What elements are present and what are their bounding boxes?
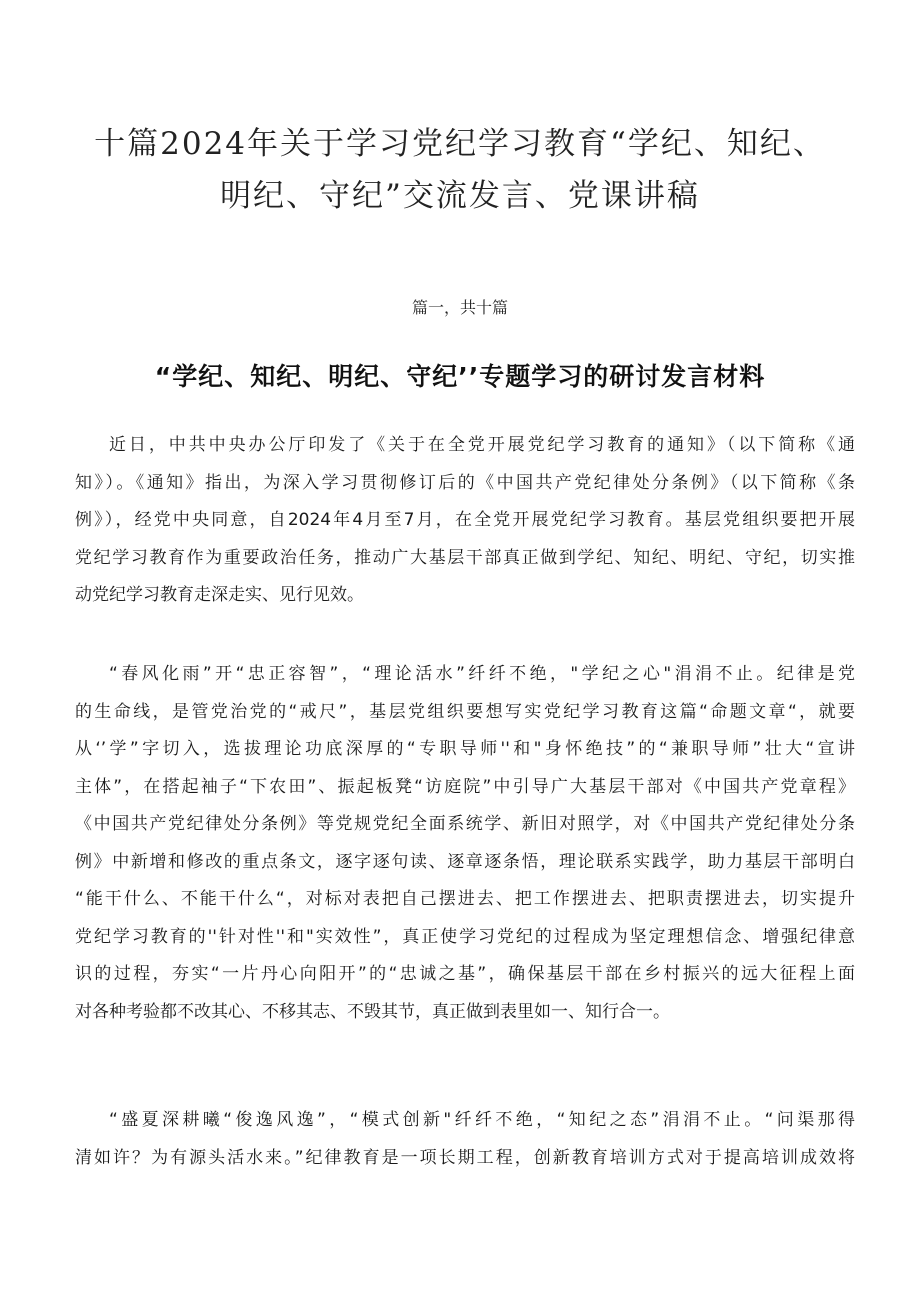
paragraph-line: 知》）。《通知》指出，为深入学习贯彻修订后的《中国共产党纪律处分条例》（以下简称《条 bbox=[75, 472, 855, 493]
paragraph-2 bbox=[75, 656, 855, 1031]
paragraph-line: 清如许？为有源头活水来。”纪律教育是一项长期工程，创新教育培训方式对于提高培训成效将 bbox=[75, 1147, 855, 1168]
paragraph-line: “盛夏深耕曦“俊逸风逸”，“模式创新"纤纤不绝，“知纪之态”涓涓不止。“问渠那得 bbox=[109, 1110, 855, 1130]
paragraph-line: 从‘’学”字切入，选拔理论功底深厚的“专职导师''和"身怀绝技”的“兼职导师”壮大“宣讲 bbox=[75, 739, 855, 759]
paragraph-line: “春风化雨”开“忠正容智”，“理论活水”纤纤不绝，"学纪之心"涓涓不止。纪律是党 bbox=[109, 664, 855, 684]
paragraph-line: 例》），经党中央同意，自2024年4月至7月，在全党开展党纪学习教育。基层党组织要把开展 bbox=[75, 510, 855, 530]
paragraph-1 bbox=[75, 427, 855, 615]
paragraph-line: “能干什么、不能干什么“，对标对表把自己摆进去、把工作摆进去、把职责摆进去，切实提升 bbox=[75, 889, 855, 909]
paragraph-line: 例》中新增和修改的重点条文，逐字逐句读、逐章逐条悟，理论联系实践学，助力基层干部明白 bbox=[75, 851, 855, 872]
paragraph-3 bbox=[75, 1102, 855, 1177]
document-title bbox=[60, 118, 860, 222]
section-label: 篇一，共十篇 bbox=[411, 298, 508, 317]
paragraph-line: 主体”，在搭起袖子“下农田”、振起板凳“访庭院”中引导广大基层干部对《中国共产党章程》 bbox=[75, 776, 855, 797]
paragraph-line: 《中国共产党纪律处分条例》等党规党纪全面系统学、新旧对照学，对《中国共产党纪律处分条 bbox=[75, 814, 855, 834]
paragraph-line: 对各种考验都不改其心、不移其志、不毁其节，真正做到表里如一、知行合一。 bbox=[75, 1001, 670, 1022]
paragraph-line: 识的过程，夯实“一片丹心向阳开”的“忠诚之基”，确保基层干部在乡村振兴的远大征程上面 bbox=[75, 964, 855, 984]
paragraph-line: 党纪学习教育的''针对性''和"实效性”，真正使学习党纪的过程成为坚定理想信念、增强纪律意 bbox=[75, 926, 855, 947]
paragraph-line: 近日，中共中央办公厅印发了《关于在全党开展党纪学习教育的通知》（以下简称《通 bbox=[109, 435, 855, 455]
title-line-1: 十篇2024年关于学习党纪学习教育“学纪、知纪、 bbox=[94, 126, 826, 162]
paragraph-line: 的生命线，是管党治党的“戒尺”，基层党组织要想写实党纪学习教育这篇“命题文章“，就要 bbox=[75, 701, 855, 722]
section-heading: “学纪、知纪、明纪、守纪’’专题学习的研讨发言材料 bbox=[154, 362, 766, 391]
paragraph-line: 党纪学习教育作为重要政治任务，推动广大基层干部真正做到学纪、知纪、明纪、守纪，切实推 bbox=[75, 547, 855, 568]
title-line-2: 明纪、守纪”交流发言、党课讲稿 bbox=[220, 178, 700, 214]
paragraph-line: 动党纪学习教育走深走实、见行见效。 bbox=[75, 585, 364, 605]
